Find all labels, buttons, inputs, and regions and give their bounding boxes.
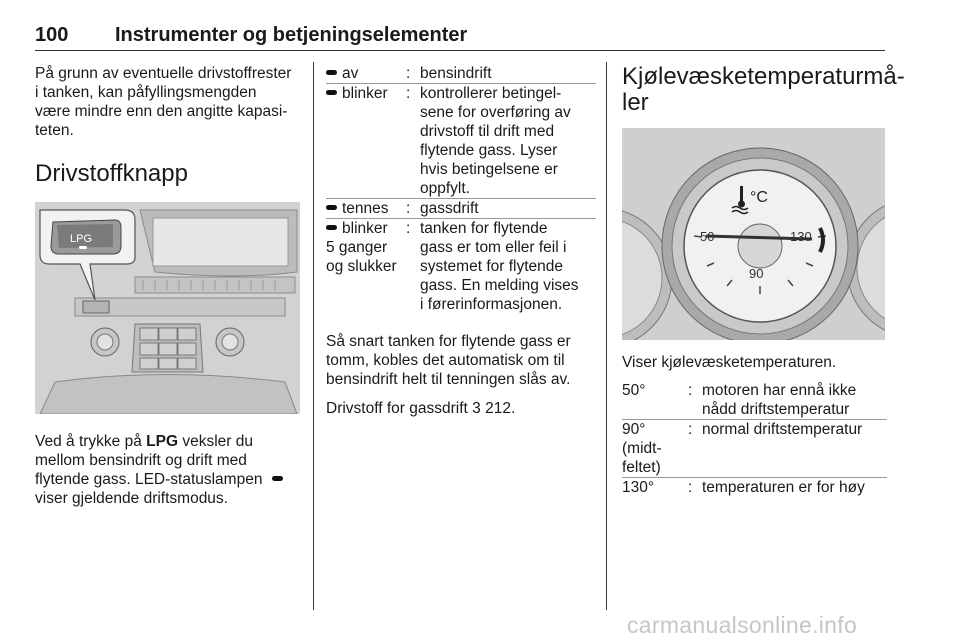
coolant-temperature-gauge-icon [622, 128, 885, 340]
column-middle [326, 64, 596, 418]
section-heading-drivstoffknapp: Drivstoffknapp [35, 160, 188, 187]
table-row: blinker : kontrollerer betingel- sene for overføring av drivstoff til drift med flytende gass. Lyser hvis betingelsene er oppfylt. [326, 84, 596, 199]
intro-paragraph: På grunn av eventuelle drivstoffrester i tanken, kan påfyllingsmengden være mindre enn den angitte kapasi- teten. [35, 65, 292, 139]
temperature-table [622, 381, 887, 497]
auto-switch-paragraph: Så snart tanken for flytende gass er tomm, kobles det automatisk om til bensindrift helt til tenningen slås av. [326, 333, 571, 388]
header-rule [35, 50, 885, 51]
column-left [35, 64, 300, 508]
page-reference-arrow-icon[interactable]: 3 [472, 400, 481, 417]
watermark: carmanualsonline.info [627, 612, 858, 638]
page-header [35, 24, 885, 48]
lpg-button-label: LPG [70, 233, 93, 245]
table-row: blinker 5 ganger og slukker : tanken for flytende gass er tom eller feil i systemet for flytende gass. En melding vises i førerinformasjonen. [326, 220, 579, 313]
gauge-label-50: 50 [700, 229, 715, 244]
page-number: 100 [35, 24, 69, 46]
led-blink-five-icon [326, 225, 337, 230]
chapter-title: Instrumenter og betjeningselementer [115, 24, 468, 46]
coolant-gauge-illustration [622, 128, 885, 340]
gauge-caption: Viser kjølevæsketemperaturen. [622, 354, 837, 371]
column-right [622, 63, 905, 497]
dashboard-center-console-icon [35, 202, 300, 414]
table-row: 50° : motoren har ennå ikke nådd driftstemperatur [622, 381, 887, 420]
table-row: av : bensindrift [326, 64, 596, 84]
column-divider [313, 62, 314, 610]
lpg-bold-label: LPG [146, 433, 179, 450]
table-row: tennes : gassdrift [326, 199, 596, 219]
gauge-label-90: 90 [749, 266, 764, 281]
section-heading-coolant-gauge: Kjølevæsketemperaturmå- ler [622, 63, 905, 116]
page-reference-link[interactable]: 212. [485, 400, 516, 417]
table-row: 130° : temperaturen er for høy [622, 479, 865, 496]
cross-reference-paragraph: Drivstoff for gassdrift 3 212. [326, 400, 516, 417]
lpg-button-illustration [35, 202, 300, 414]
led-on-icon [326, 205, 337, 210]
gauge-unit-label: °C [750, 189, 768, 206]
led-blink-icon [326, 90, 337, 95]
led-indicator-icon [272, 476, 283, 481]
column-divider [606, 62, 607, 610]
table-row: 90° (midt- feltet) : normal driftstemperatur [622, 420, 887, 478]
led-status-table [326, 64, 596, 314]
led-off-icon [326, 70, 337, 75]
lpg-paragraph: Ved å trykke på LPG veksler du mellom bensindrift og drift med flytende gass. LED-statuslampen viser gjeldende driftsmodus. [35, 432, 300, 508]
gauge-label-130: 130 [790, 229, 812, 244]
